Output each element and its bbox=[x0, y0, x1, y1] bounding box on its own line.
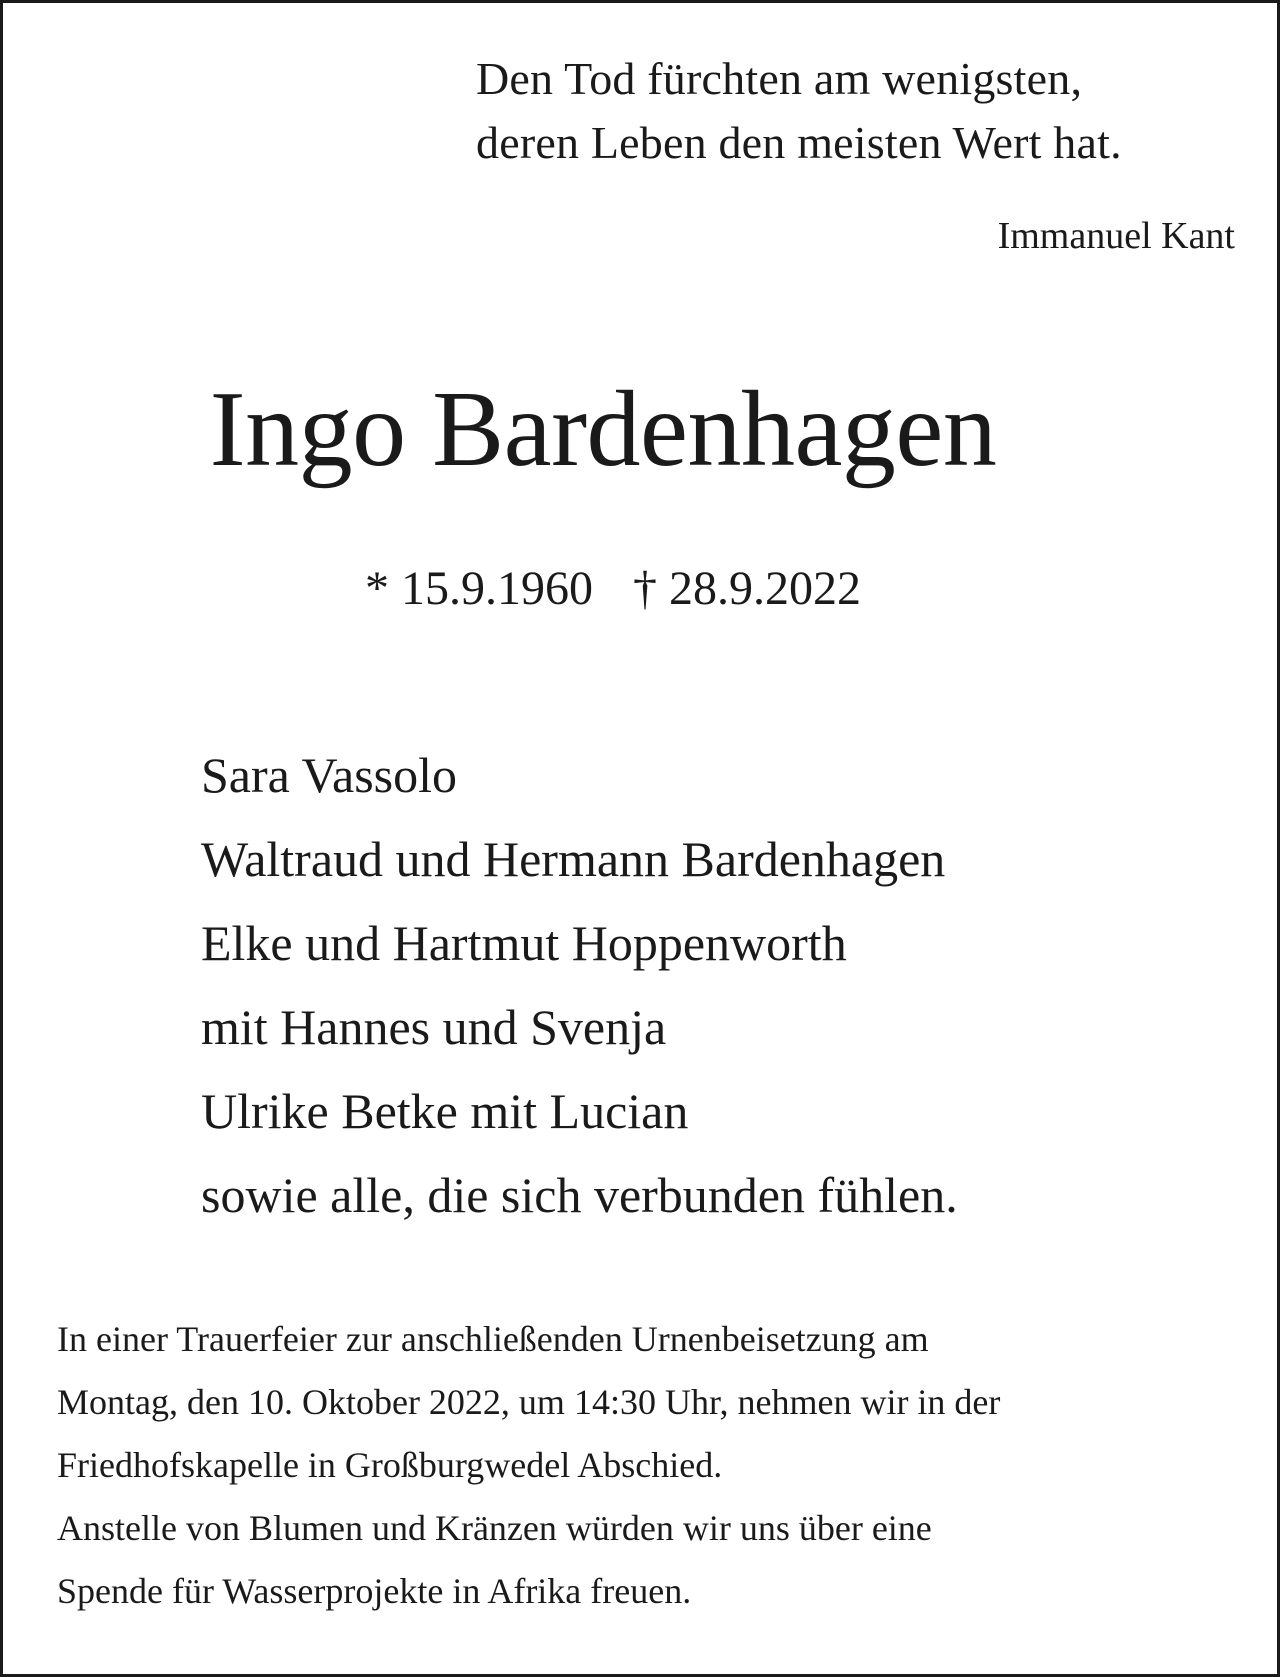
info-line: Anstelle von Blumen und Kränzen würden wir uns über eine bbox=[57, 1508, 932, 1548]
life-dates bbox=[365, 559, 861, 619]
quote bbox=[476, 47, 1256, 175]
mourner: mit Hannes und Svenja bbox=[201, 999, 667, 1055]
info-line: Friedhofskapelle in Großburgwedel Abschied. bbox=[57, 1445, 723, 1485]
mourner: sowie alle, die sich verbunden fühlen. bbox=[201, 1167, 958, 1223]
mourner: Elke und Hartmut Hoppenworth bbox=[201, 915, 847, 971]
mourner: Ulrike Betke mit Lucian bbox=[201, 1083, 689, 1139]
info-line: In einer Trauerfeier zur anschließenden Urnenbeisetzung am bbox=[57, 1319, 929, 1359]
birth-date: * 15.9.1960 bbox=[365, 562, 593, 615]
deceased-name-text: Ingo Bardenhagen bbox=[209, 370, 997, 489]
deceased-name bbox=[3, 365, 1280, 495]
mourner: Waltraud und Hermann Bardenhagen bbox=[201, 831, 946, 887]
mourner: Sara Vassolo bbox=[201, 747, 458, 803]
info-line: Spende für Wasserprojekte in Afrika freuen. bbox=[57, 1571, 692, 1611]
quote-author: Immanuel Kant bbox=[997, 215, 1235, 257]
mourners-list bbox=[201, 733, 958, 1237]
funeral-info bbox=[57, 1308, 1257, 1623]
info-line: Montag, den 10. Oktober 2022, um 14:30 Uhr, nehmen wir in der bbox=[57, 1382, 1001, 1422]
death-date: † 28.9.2022 bbox=[633, 562, 861, 615]
quote-line: Den Tod fürchten am wenigsten, bbox=[476, 53, 1083, 104]
quote-line: deren Leben den meisten Wert hat. bbox=[476, 117, 1122, 168]
